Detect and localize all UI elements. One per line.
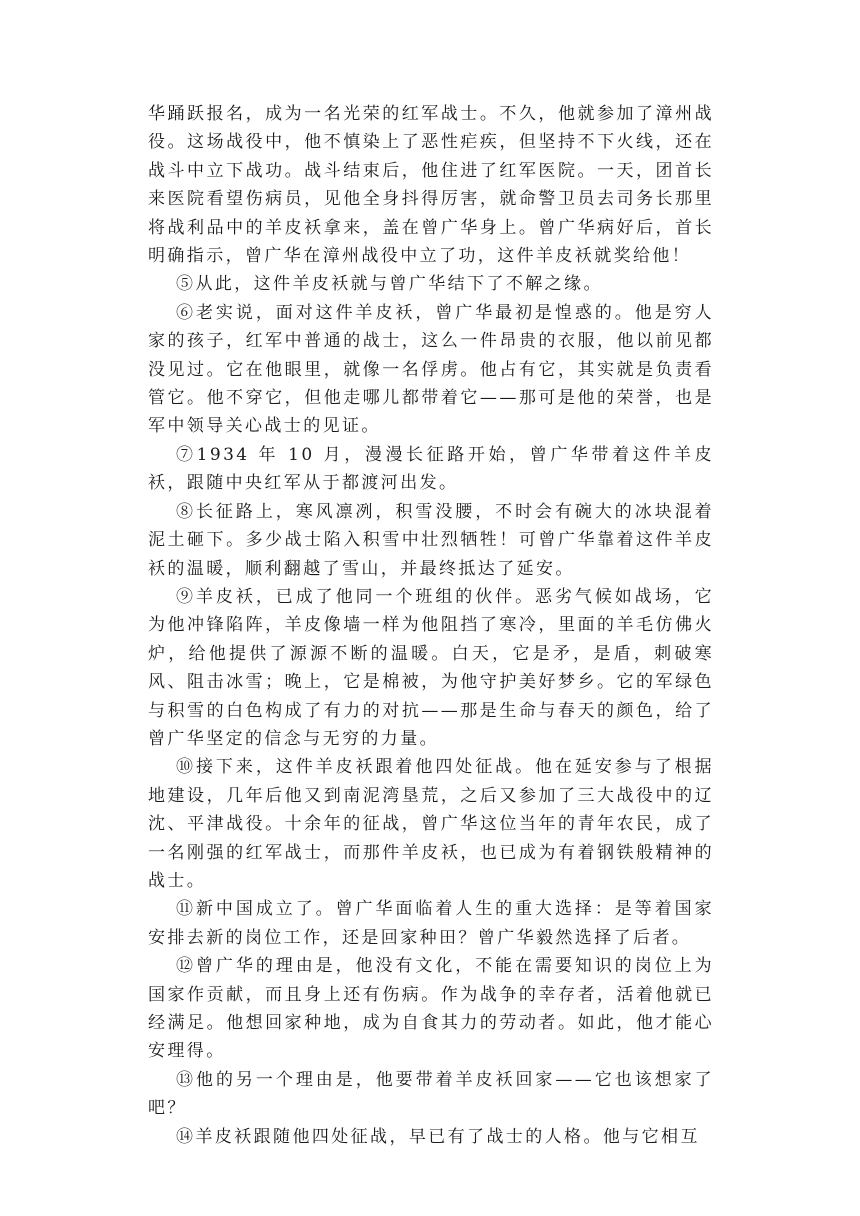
paragraph-5: ⑤从此，这件羊皮袄就与曾广华结下了不解之缘。 (176, 274, 603, 295)
paragraph-10: ⑩接下来，这件羊皮袄跟着他四处征战。他在延安参与了根据地建设，几年后他又到南泥湾垦荒，之后又参加了三大战役中的辽沈、平津战役。十余年的征战，曾广华这位当年的青年农民，成了一名刚强的红军战士，而那件羊皮袄，也已成为有着钢铁般精神的战士。 (148, 757, 714, 891)
paragraph-9: ⑨羊皮袄，已成了他同一个班组的伙伴。恶劣气候如战场，它为他冲锋陷阵，羊皮像墙一样为他阻挡了寒冷，里面的羊毛仿佛火炉，给他提供了源源不断的温暖。白天，它是矛，是盾，刺破寒风、阻击冰雪；晚上，它是棉被，为他守护美好梦乡。它的军绿色与积雪的白色构成了有力的对抗——那是生命与春天的颜色，给了曾广华坚定的信念与无穷的力量。 (148, 586, 714, 749)
paragraph-11: ⑪新中国成立了。曾广华面临着人生的重大选择：是等着国家安排去新的岗位工作，还是回家种田？曾广华毅然选择了后者。 (148, 899, 714, 948)
paragraph-continuation: 华踊跃报名，成为一名光荣的红军战士。不久，他就参加了漳州战役。这场战役中，他不慎染上了恶性疟疾，但坚持不下火线，还在战斗中立下战功。战斗结束后，他住进了红军医院。一天，团首长来医院看望伤病员，见他全身抖得厉害，就命警卫员去司务长那里将战利品中的羊皮袄拿来，盖在曾广华身上。曾广华病好后，首长明确指示，曾广华在漳州战役中立了功，这件羊皮袄就奖给他！ (148, 104, 714, 267)
paragraph-8: ⑧长征路上，寒风凛冽，积雪没腰，不时会有碗大的冰块混着泥土砸下。多少战士陷入积雪中壮烈牺牲！可曾广华靠着这件羊皮袄的温暖，顺利翻越了雪山，并最终抵达了延安。 (148, 501, 714, 579)
paragraph-6: ⑥老实说，面对这件羊皮袄，曾广华最初是惶惑的。他是穷人家的孩子，红军中普通的战士，这么一件昂贵的衣服，他以前见都没见过。它在他眼里，就像一名俘虏。他占有它，其实就是负责看管它。他不穿它，但他走哪儿都带着它——那可是他的荣誉，也是军中领导关心战士的见证。 (148, 302, 714, 437)
document-body (148, 100, 714, 1151)
paragraph-12: ⑫曾广华的理由是，他没有文化，不能在需要知识的岗位上为国家作贡献，而且身上还有伤病。作为战争的幸存者，活着他就已经满足。他想回家种地，成为自食其力的劳动者。如此，他才能心安理得。 (148, 956, 714, 1062)
paragraph-13: ⑬他的另一个理由是，他要带着羊皮袄回家——它也该想家了吧？ (148, 1069, 714, 1119)
paragraph-7: ⑦1934 年 10 月，漫漫长征路开始，曾广华带着这件羊皮袄，跟随中央红军从于都渡河出发。 (148, 444, 714, 494)
paragraph-14: ⑭羊皮袄跟随他四处征战，早已有了战士的人格。他与它相互 (176, 1126, 700, 1147)
